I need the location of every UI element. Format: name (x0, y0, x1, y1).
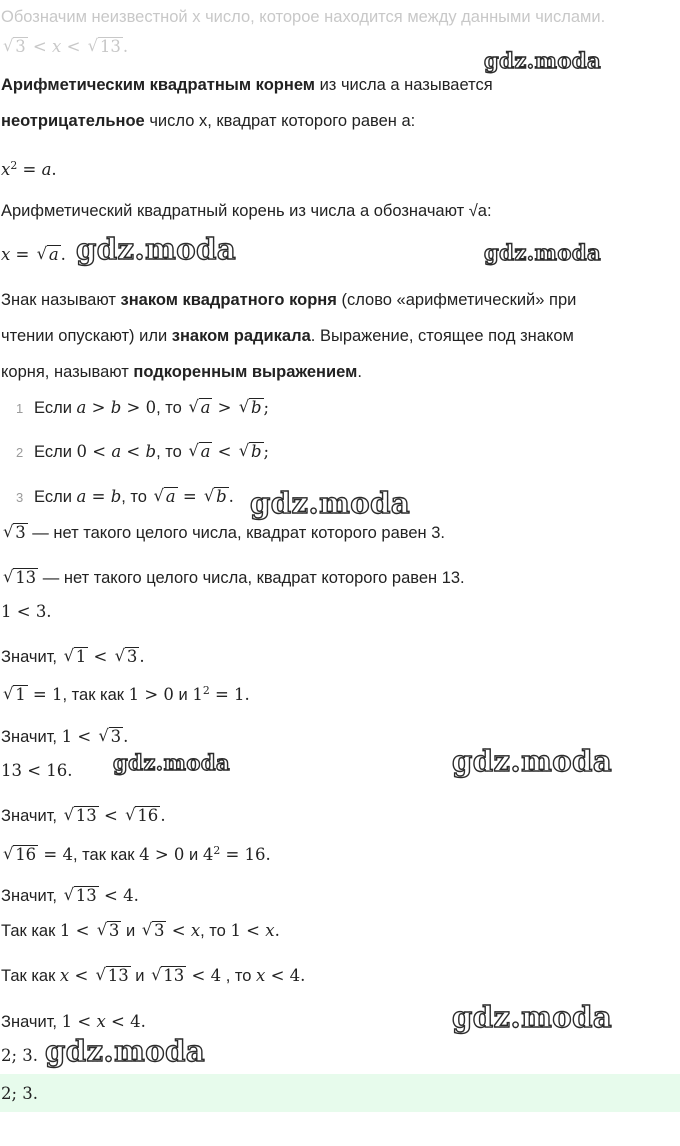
solution-text-3: 1 < 3. (1, 602, 52, 621)
solution-text-10: Значит, (1, 887, 62, 905)
term-nonnegative: неотрицательное (1, 112, 145, 130)
intro-line-1 (1, 6, 605, 28)
sign-text-2: (слово «арифметический» при (336, 291, 577, 309)
sign-text-4: . Выражение, стоящее под знаком (310, 327, 574, 345)
definition-text-1: из числа a называется (315, 76, 493, 94)
term-radical-sign: знаком радикала (171, 327, 311, 345)
solution-line-3 (1, 601, 52, 623)
notation-formula: x = √ a . (1, 244, 66, 266)
solution-line-5: √ 1 = 1, так как 1 > 0 и $1^2 = 1$. (1, 680, 250, 706)
solution-line-7 (1, 760, 73, 782)
sign-text-5: корня, называют (1, 363, 134, 381)
property-word: Если (34, 488, 72, 506)
solution-text-2: — нет такого целого числа, квадрат которого равен 13. (38, 569, 465, 587)
watermark-logo: gdz.moda (452, 1000, 613, 1034)
solution-line-12: Так как x < √ 13 и √ 13 < 4 , то x < 4. (1, 965, 305, 987)
solution-line-11: Так как 1 < √ 3 и √ 3 < x, то 1 < x. (1, 920, 280, 942)
property-then: , то (121, 488, 147, 506)
solution-line-10: Значит, √ 13 < 4. (1, 885, 139, 907)
solution-text-11a: Так как (1, 922, 60, 940)
solution-text-1: — нет такого целого числа, квадрат которого равен 3. (27, 524, 445, 542)
solution-line-4: Значит, √ 1 < √ 3 . (1, 646, 145, 668)
solution-text-14: 2; 3. (1, 1046, 39, 1065)
property-item-1: 1 Если a > b > 0, то √ a > √ b ; (16, 397, 269, 420)
intro-text: Обозначим неизвестной x число, которое находится между данными числами. (1, 8, 606, 26)
property-number: 3 (16, 490, 24, 505)
property-word: Если (34, 443, 72, 461)
solution-text-11b: и (121, 922, 140, 940)
answer-value: 2; 3. (1, 1084, 39, 1103)
watermark-logo: gdz.moda (484, 48, 602, 73)
definition-text-2: число x, квадрат которого равен a: (144, 112, 416, 130)
solution-text-7: 13 < 16. (1, 761, 73, 780)
watermark-logo: gdz.moda (452, 744, 613, 778)
term-root-sign: знаком квадратного корня (120, 291, 337, 309)
watermark-logo: gdz.moda (76, 232, 237, 266)
sign-line-1 (1, 289, 576, 311)
property-then: , то (156, 399, 182, 417)
solution-text-5a: , так как (62, 685, 129, 704)
term-arithmetic-root: Арифметическим квадратным корнем (1, 76, 315, 94)
sign-text-6: . (357, 363, 362, 381)
solution-text-4: Значит, (1, 648, 62, 666)
notation-line (1, 200, 492, 222)
solution-line-1: √ 3 — нет такого целого числа, квадрат которого равен 3. (1, 522, 445, 544)
definition-line-2 (1, 110, 415, 132)
property-number: 2 (16, 445, 24, 460)
sign-line-2 (1, 325, 574, 347)
definition-formula: $x^2 = a$. (1, 159, 57, 179)
solution-line-8: Значит, √ 13 < √ 16 . (1, 805, 166, 827)
solution-line-13: Значит, 1 < x < 4. (1, 1012, 146, 1031)
solution-text-12b: и (130, 967, 150, 985)
solution-line-9: √ 16 = 4, так как 4 > 0 и $4^2 = 16$. (1, 840, 271, 866)
solution-text-8: Значит, (1, 807, 62, 825)
sign-text-1: Знак называют (1, 291, 121, 309)
sign-line-3 (1, 361, 362, 383)
watermark-logo: gdz.moda (45, 1034, 206, 1068)
answer-box (0, 1074, 680, 1112)
solution-text-9a: , так как (73, 845, 140, 864)
solution-text-13: Значит, (1, 1013, 62, 1031)
solution-text-6: Значит, (1, 728, 62, 746)
solution-text-12c: , то (221, 967, 257, 985)
solution-text-5b: и (173, 685, 193, 704)
sign-text-3: чтении опускают) или (1, 327, 172, 345)
definition-line-1 (1, 74, 493, 96)
watermark-logo: gdz.moda (250, 486, 411, 520)
property-then: , то (156, 443, 182, 461)
term-radicand: подкоренным выражением (133, 363, 358, 381)
intro-inequality: √ 3 < x < √ 13 . (1, 36, 128, 58)
property-item-2: 2 Если 0 < a < b, то √ a < √ b ; (16, 441, 269, 464)
property-word: Если (34, 399, 72, 417)
solution-line-6: Значит, 1 < √ 3 . (1, 726, 128, 748)
solution-line-14 (1, 1045, 38, 1067)
solution-line-2: √ 13 — нет такого целого числа, квадрат которого равен 13. (1, 567, 465, 589)
watermark-logo: gdz.moda (484, 240, 602, 265)
solution-text-9b: и (184, 845, 203, 864)
property-item-3: 3 Если a = b, то √ a = √ b . (16, 486, 234, 509)
solution-text-12a: Так как (1, 967, 60, 985)
watermark-logo: gdz.moda (113, 750, 231, 775)
property-number: 1 (16, 401, 24, 416)
solution-text-11c: , то (200, 922, 231, 940)
notation-text: Арифметический квадратный корень из числа a обозначают √a: (1, 202, 492, 220)
